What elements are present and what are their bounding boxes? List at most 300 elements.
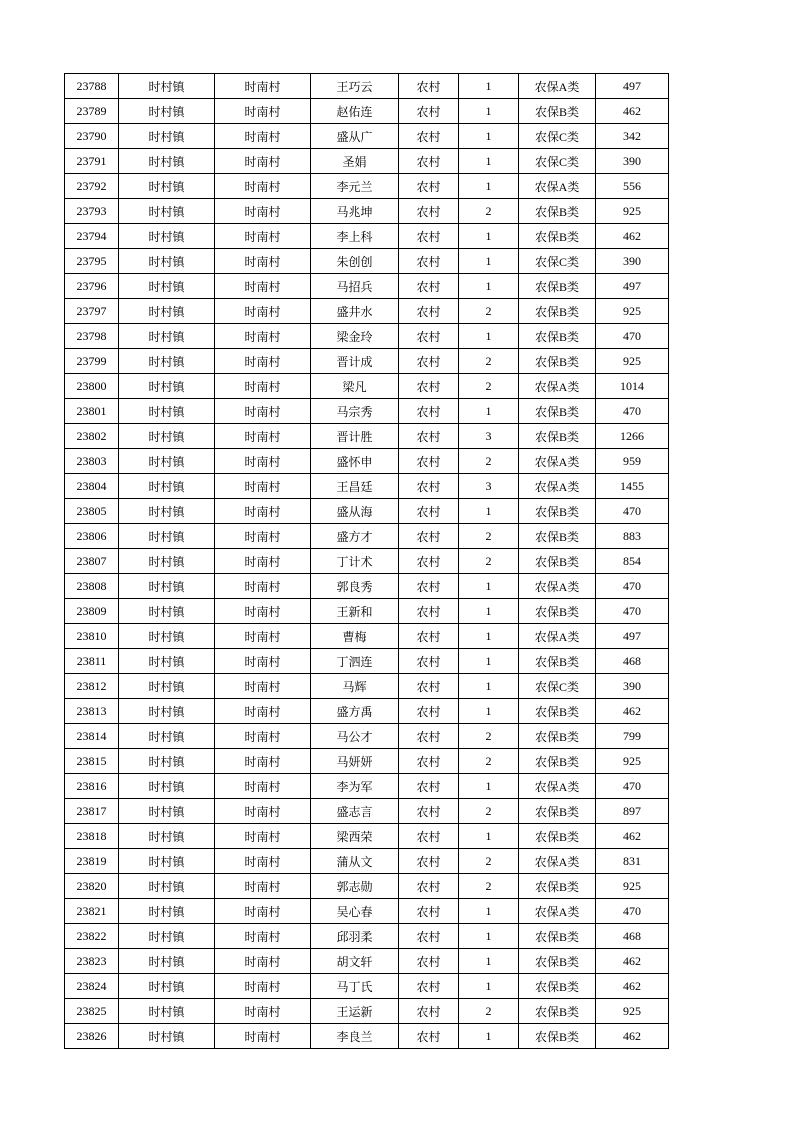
cell-id: 23802 (65, 424, 119, 449)
cell-amount: 799 (596, 724, 669, 749)
cell-count: 1 (459, 224, 519, 249)
cell-amount: 470 (596, 774, 669, 799)
cell-count: 1 (459, 174, 519, 199)
cell-id: 23797 (65, 299, 119, 324)
table-row (65, 724, 669, 749)
cell-type: 农村 (399, 249, 459, 274)
cell-count: 2 (459, 524, 519, 549)
cell-category: 农保B类 (519, 1024, 596, 1049)
cell-count: 1 (459, 624, 519, 649)
table-row (65, 674, 669, 699)
cell-village: 时南村 (215, 599, 311, 624)
cell-town: 时村镇 (119, 474, 215, 499)
cell-id: 23815 (65, 749, 119, 774)
cell-id: 23809 (65, 599, 119, 624)
table-row (65, 499, 669, 524)
cell-town: 时村镇 (119, 949, 215, 974)
table-row (65, 324, 669, 349)
cell-amount: 925 (596, 874, 669, 899)
cell-town: 时村镇 (119, 599, 215, 624)
cell-name: 王巧云 (311, 74, 399, 99)
cell-village: 时南村 (215, 724, 311, 749)
cell-count: 1 (459, 949, 519, 974)
cell-amount: 831 (596, 849, 669, 874)
cell-village: 时南村 (215, 549, 311, 574)
cell-type: 农村 (399, 99, 459, 124)
cell-town: 时村镇 (119, 299, 215, 324)
table-row (65, 274, 669, 299)
cell-amount: 470 (596, 574, 669, 599)
cell-category: 农保B类 (519, 824, 596, 849)
cell-count: 1 (459, 74, 519, 99)
cell-name: 梁金玲 (311, 324, 399, 349)
cell-count: 1 (459, 574, 519, 599)
cell-name: 李为军 (311, 774, 399, 799)
cell-category: 农保A类 (519, 849, 596, 874)
cell-town: 时村镇 (119, 649, 215, 674)
cell-name: 李良兰 (311, 1024, 399, 1049)
table-row (65, 949, 669, 974)
table-row (65, 574, 669, 599)
cell-category: 农保C类 (519, 149, 596, 174)
table-row (65, 699, 669, 724)
cell-amount: 390 (596, 149, 669, 174)
table-row (65, 549, 669, 574)
table-row (65, 824, 669, 849)
cell-category: 农保B类 (519, 999, 596, 1024)
cell-village: 时南村 (215, 974, 311, 999)
cell-count: 3 (459, 424, 519, 449)
cell-id: 23814 (65, 724, 119, 749)
cell-village: 时南村 (215, 174, 311, 199)
cell-count: 1 (459, 124, 519, 149)
cell-name: 盛从海 (311, 499, 399, 524)
cell-town: 时村镇 (119, 399, 215, 424)
cell-category: 农保A类 (519, 449, 596, 474)
cell-village: 时南村 (215, 149, 311, 174)
cell-name: 朱创创 (311, 249, 399, 274)
cell-category: 农保A类 (519, 474, 596, 499)
cell-type: 农村 (399, 724, 459, 749)
cell-category: 农保A类 (519, 574, 596, 599)
cell-town: 时村镇 (119, 874, 215, 899)
cell-name: 盛怀申 (311, 449, 399, 474)
cell-category: 农保B类 (519, 599, 596, 624)
cell-name: 蒲从文 (311, 849, 399, 874)
cell-town: 时村镇 (119, 349, 215, 374)
cell-amount: 925 (596, 749, 669, 774)
cell-amount: 897 (596, 799, 669, 824)
cell-town: 时村镇 (119, 274, 215, 299)
cell-id: 23821 (65, 899, 119, 924)
cell-type: 农村 (399, 674, 459, 699)
cell-count: 1 (459, 1024, 519, 1049)
cell-type: 农村 (399, 149, 459, 174)
cell-town: 时村镇 (119, 924, 215, 949)
cell-id: 23790 (65, 124, 119, 149)
cell-name: 盛从广 (311, 124, 399, 149)
cell-town: 时村镇 (119, 624, 215, 649)
cell-name: 马公才 (311, 724, 399, 749)
cell-village: 时南村 (215, 699, 311, 724)
cell-count: 1 (459, 324, 519, 349)
cell-village: 时南村 (215, 924, 311, 949)
cell-name: 马招兵 (311, 274, 399, 299)
cell-id: 23799 (65, 349, 119, 374)
cell-name: 盛志言 (311, 799, 399, 824)
cell-type: 农村 (399, 424, 459, 449)
cell-village: 时南村 (215, 424, 311, 449)
cell-village: 时南村 (215, 99, 311, 124)
cell-town: 时村镇 (119, 749, 215, 774)
cell-village: 时南村 (215, 874, 311, 899)
cell-amount: 959 (596, 449, 669, 474)
cell-type: 农村 (399, 924, 459, 949)
cell-type: 农村 (399, 699, 459, 724)
cell-town: 时村镇 (119, 499, 215, 524)
cell-town: 时村镇 (119, 549, 215, 574)
cell-name: 圣娟 (311, 149, 399, 174)
cell-type: 农村 (399, 1024, 459, 1049)
cell-village: 时南村 (215, 774, 311, 799)
cell-category: 农保B类 (519, 299, 596, 324)
cell-count: 1 (459, 774, 519, 799)
cell-id: 23824 (65, 974, 119, 999)
cell-name: 王昌廷 (311, 474, 399, 499)
cell-amount: 470 (596, 899, 669, 924)
cell-type: 农村 (399, 624, 459, 649)
cell-category: 农保C类 (519, 249, 596, 274)
cell-name: 梁凡 (311, 374, 399, 399)
table-row (65, 199, 669, 224)
cell-amount: 470 (596, 399, 669, 424)
cell-name: 郭良秀 (311, 574, 399, 599)
cell-count: 2 (459, 449, 519, 474)
cell-type: 农村 (399, 974, 459, 999)
cell-category: 农保B类 (519, 974, 596, 999)
cell-name: 王运新 (311, 999, 399, 1024)
cell-name: 李元兰 (311, 174, 399, 199)
cell-type: 农村 (399, 599, 459, 624)
cell-type: 农村 (399, 549, 459, 574)
table-row (65, 174, 669, 199)
cell-type: 农村 (399, 774, 459, 799)
cell-count: 2 (459, 374, 519, 399)
table-row (65, 474, 669, 499)
cell-town: 时村镇 (119, 724, 215, 749)
table-row (65, 849, 669, 874)
cell-id: 23810 (65, 624, 119, 649)
cell-id: 23804 (65, 474, 119, 499)
cell-type: 农村 (399, 874, 459, 899)
cell-category: 农保B类 (519, 649, 596, 674)
cell-count: 1 (459, 674, 519, 699)
cell-count: 2 (459, 799, 519, 824)
cell-type: 农村 (399, 499, 459, 524)
cell-category: 农保A类 (519, 374, 596, 399)
cell-type: 农村 (399, 824, 459, 849)
cell-town: 时村镇 (119, 199, 215, 224)
cell-id: 23825 (65, 999, 119, 1024)
cell-id: 23819 (65, 849, 119, 874)
cell-name: 马辉 (311, 674, 399, 699)
cell-town: 时村镇 (119, 799, 215, 824)
cell-id: 23803 (65, 449, 119, 474)
cell-village: 时南村 (215, 899, 311, 924)
cell-id: 23808 (65, 574, 119, 599)
cell-count: 1 (459, 499, 519, 524)
cell-amount: 925 (596, 199, 669, 224)
cell-type: 农村 (399, 224, 459, 249)
cell-town: 时村镇 (119, 699, 215, 724)
cell-village: 时南村 (215, 649, 311, 674)
cell-count: 2 (459, 849, 519, 874)
cell-village: 时南村 (215, 574, 311, 599)
cell-village: 时南村 (215, 799, 311, 824)
cell-name: 马兆坤 (311, 199, 399, 224)
cell-amount: 390 (596, 674, 669, 699)
cell-category: 农保B类 (519, 274, 596, 299)
table-row (65, 624, 669, 649)
table-row (65, 749, 669, 774)
cell-id: 23791 (65, 149, 119, 174)
cell-type: 农村 (399, 799, 459, 824)
table-row (65, 349, 669, 374)
cell-name: 吴心春 (311, 899, 399, 924)
cell-town: 时村镇 (119, 1024, 215, 1049)
cell-village: 时南村 (215, 224, 311, 249)
cell-town: 时村镇 (119, 249, 215, 274)
cell-amount: 1455 (596, 474, 669, 499)
table-row (65, 899, 669, 924)
cell-count: 2 (459, 549, 519, 574)
cell-type: 农村 (399, 324, 459, 349)
cell-id: 23789 (65, 99, 119, 124)
table-row (65, 299, 669, 324)
cell-town: 时村镇 (119, 849, 215, 874)
cell-type: 农村 (399, 374, 459, 399)
cell-amount: 925 (596, 349, 669, 374)
cell-name: 马丁氏 (311, 974, 399, 999)
cell-category: 农保B类 (519, 349, 596, 374)
cell-town: 时村镇 (119, 99, 215, 124)
cell-category: 农保B类 (519, 924, 596, 949)
cell-amount: 883 (596, 524, 669, 549)
cell-amount: 470 (596, 499, 669, 524)
cell-village: 时南村 (215, 399, 311, 424)
cell-count: 1 (459, 249, 519, 274)
cell-town: 时村镇 (119, 974, 215, 999)
cell-category: 农保B类 (519, 549, 596, 574)
cell-village: 时南村 (215, 324, 311, 349)
cell-village: 时南村 (215, 1024, 311, 1049)
cell-town: 时村镇 (119, 124, 215, 149)
cell-name: 晋计胜 (311, 424, 399, 449)
cell-name: 丁计术 (311, 549, 399, 574)
cell-village: 时南村 (215, 474, 311, 499)
cell-count: 1 (459, 899, 519, 924)
table-row (65, 524, 669, 549)
cell-village: 时南村 (215, 349, 311, 374)
cell-count: 2 (459, 199, 519, 224)
table-row (65, 649, 669, 674)
cell-id: 23822 (65, 924, 119, 949)
cell-type: 农村 (399, 449, 459, 474)
cell-id: 23795 (65, 249, 119, 274)
cell-id: 23820 (65, 874, 119, 899)
cell-category: 农保B类 (519, 949, 596, 974)
cell-amount: 462 (596, 949, 669, 974)
cell-category: 农保C类 (519, 674, 596, 699)
cell-id: 23818 (65, 824, 119, 849)
table-row (65, 224, 669, 249)
cell-amount: 390 (596, 249, 669, 274)
cell-id: 23812 (65, 674, 119, 699)
cell-town: 时村镇 (119, 374, 215, 399)
cell-town: 时村镇 (119, 324, 215, 349)
cell-amount: 556 (596, 174, 669, 199)
cell-type: 农村 (399, 124, 459, 149)
table-row (65, 599, 669, 624)
cell-type: 农村 (399, 174, 459, 199)
cell-name: 盛井水 (311, 299, 399, 324)
cell-type: 农村 (399, 474, 459, 499)
table-row (65, 424, 669, 449)
cell-village: 时南村 (215, 849, 311, 874)
cell-name: 王新和 (311, 599, 399, 624)
cell-count: 2 (459, 299, 519, 324)
cell-amount: 497 (596, 74, 669, 99)
table-row (65, 74, 669, 99)
records-table (64, 73, 669, 1049)
cell-village: 时南村 (215, 74, 311, 99)
cell-village: 时南村 (215, 949, 311, 974)
cell-type: 农村 (399, 999, 459, 1024)
cell-id: 23801 (65, 399, 119, 424)
table-row (65, 249, 669, 274)
table-row (65, 974, 669, 999)
cell-type: 农村 (399, 949, 459, 974)
cell-village: 时南村 (215, 199, 311, 224)
cell-town: 时村镇 (119, 449, 215, 474)
cell-village: 时南村 (215, 824, 311, 849)
table-row (65, 1024, 669, 1049)
cell-amount: 462 (596, 224, 669, 249)
cell-category: 农保B类 (519, 424, 596, 449)
cell-amount: 462 (596, 974, 669, 999)
cell-count: 2 (459, 749, 519, 774)
cell-category: 农保B类 (519, 524, 596, 549)
cell-count: 1 (459, 274, 519, 299)
cell-town: 时村镇 (119, 574, 215, 599)
table-row (65, 449, 669, 474)
table-row (65, 374, 669, 399)
cell-count: 1 (459, 649, 519, 674)
cell-town: 时村镇 (119, 74, 215, 99)
cell-count: 1 (459, 699, 519, 724)
cell-count: 1 (459, 924, 519, 949)
cell-town: 时村镇 (119, 824, 215, 849)
table-row (65, 999, 669, 1024)
cell-id: 23800 (65, 374, 119, 399)
cell-id: 23805 (65, 499, 119, 524)
cell-category: 农保A类 (519, 899, 596, 924)
cell-id: 23796 (65, 274, 119, 299)
cell-category: 农保B类 (519, 724, 596, 749)
cell-name: 李上科 (311, 224, 399, 249)
table-row (65, 149, 669, 174)
cell-count: 1 (459, 399, 519, 424)
cell-category: 农保A类 (519, 74, 596, 99)
records-table-body (65, 74, 669, 1049)
cell-category: 农保B类 (519, 749, 596, 774)
cell-village: 时南村 (215, 299, 311, 324)
cell-village: 时南村 (215, 249, 311, 274)
cell-village: 时南村 (215, 749, 311, 774)
cell-amount: 1266 (596, 424, 669, 449)
cell-amount: 854 (596, 549, 669, 574)
cell-id: 23813 (65, 699, 119, 724)
cell-name: 赵佑连 (311, 99, 399, 124)
cell-id: 23823 (65, 949, 119, 974)
cell-name: 盛方才 (311, 524, 399, 549)
cell-count: 1 (459, 149, 519, 174)
cell-name: 盛方禹 (311, 699, 399, 724)
cell-name: 胡文轩 (311, 949, 399, 974)
cell-type: 农村 (399, 899, 459, 924)
cell-type: 农村 (399, 574, 459, 599)
cell-village: 时南村 (215, 499, 311, 524)
cell-id: 23807 (65, 549, 119, 574)
cell-name: 马宗秀 (311, 399, 399, 424)
cell-town: 时村镇 (119, 424, 215, 449)
cell-count: 1 (459, 599, 519, 624)
cell-category: 农保B类 (519, 99, 596, 124)
cell-category: 农保B类 (519, 499, 596, 524)
cell-type: 农村 (399, 749, 459, 774)
cell-village: 时南村 (215, 124, 311, 149)
cell-name: 丁泗连 (311, 649, 399, 674)
cell-town: 时村镇 (119, 149, 215, 174)
cell-count: 2 (459, 999, 519, 1024)
cell-type: 农村 (399, 274, 459, 299)
cell-count: 1 (459, 974, 519, 999)
cell-name: 晋计成 (311, 349, 399, 374)
cell-id: 23792 (65, 174, 119, 199)
cell-count: 2 (459, 724, 519, 749)
table-row (65, 99, 669, 124)
cell-count: 1 (459, 99, 519, 124)
table-row (65, 799, 669, 824)
cell-town: 时村镇 (119, 999, 215, 1024)
table-row (65, 124, 669, 149)
cell-amount: 462 (596, 699, 669, 724)
cell-category: 农保B类 (519, 699, 596, 724)
cell-type: 农村 (399, 349, 459, 374)
cell-type: 农村 (399, 524, 459, 549)
cell-name: 曹梅 (311, 624, 399, 649)
cell-amount: 925 (596, 299, 669, 324)
cell-type: 农村 (399, 74, 459, 99)
cell-town: 时村镇 (119, 774, 215, 799)
cell-village: 时南村 (215, 524, 311, 549)
cell-id: 23793 (65, 199, 119, 224)
cell-amount: 468 (596, 649, 669, 674)
cell-category: 农保A类 (519, 174, 596, 199)
cell-category: 农保A类 (519, 624, 596, 649)
cell-name: 马妍妍 (311, 749, 399, 774)
cell-name: 郭志勋 (311, 874, 399, 899)
